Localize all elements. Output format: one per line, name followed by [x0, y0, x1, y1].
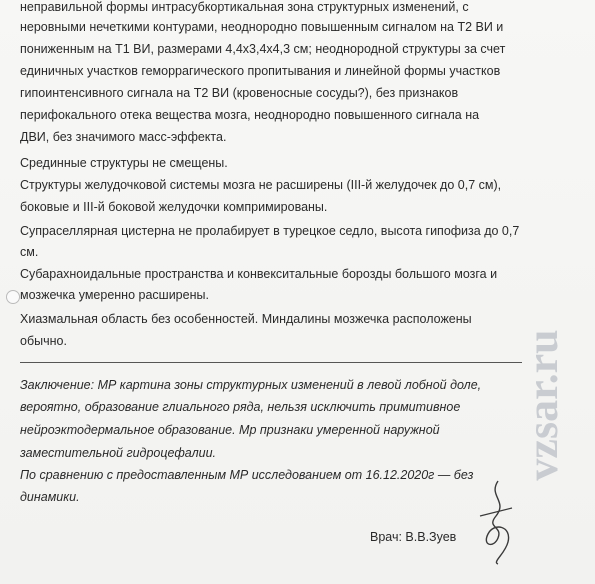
- findings-line: Структуры желудочковой системы мозга не расширены (III-й желудочек до 0,7 см),: [20, 178, 502, 192]
- divider: [20, 362, 522, 363]
- handwritten-signature: [468, 476, 528, 566]
- conclusion-line: По сравнению с предоставленным МР исследованием от 16.12.2020г — без: [20, 468, 474, 482]
- findings-line: обычно.: [20, 334, 67, 348]
- findings-line: неровными нечеткими контурами, неоднородно повышенным сигналом на Т2 ВИ и: [20, 20, 504, 34]
- carousel-indicator[interactable]: [6, 290, 20, 304]
- findings-line: ДВИ, без значимого масс-эффекта.: [20, 130, 227, 144]
- conclusion-line: нейроэктодермальное образование. Мр признаки умеренной наружной: [20, 423, 440, 437]
- findings-line: Хиазмальная область без особенностей. Миндалины мозжечка расположены: [20, 312, 472, 326]
- findings-line: неправильной формы интрасубкортикальная зона структурных изменений, с: [20, 0, 469, 14]
- findings-line: перифокального отека вещества мозга, неоднородно повышенного сигнала на: [20, 108, 480, 122]
- findings-line: боковые и III-й боковой желудочки компримированы.: [20, 200, 328, 214]
- findings-line: Субарахноидальные пространства и конвекситальные борозды большого мозга и: [20, 267, 498, 281]
- conclusion-line: динамики.: [20, 490, 80, 504]
- findings-line: пониженным на Т1 ВИ, размерами 4,4х3,4х4,3 см; неоднородной структуры за счет: [20, 42, 506, 56]
- findings-line: Срединные структуры не смещены.: [20, 156, 228, 170]
- doctor-signature-line: Врач: В.В.Зуев: [370, 530, 457, 544]
- watermark-text: vzsar.ru: [518, 329, 567, 481]
- conclusion-line: Заключение: МР картина зоны структурных изменений в левой лобной доле,: [20, 378, 482, 392]
- findings-line: мозжечка умеренно расширены.: [20, 288, 209, 302]
- findings-line: Супраселлярная цистерна не пролабирует в турецкое седло, высота гипофиза до 0,7: [20, 224, 520, 238]
- conclusion-line: вероятно, образование глиального ряда, нельзя исключить примитивное: [20, 400, 461, 414]
- findings-line: единичных участков геморрагического пропитывания и линейной формы участков: [20, 64, 501, 78]
- findings-line: см.: [20, 245, 39, 259]
- watermark-logo: [518, 240, 582, 570]
- conclusion-line: заместительной гидроцефалии.: [20, 446, 217, 460]
- findings-line: гипоинтенсивного сигнала на Т2 ВИ (кровеносные сосуды?), без признаков: [20, 86, 459, 100]
